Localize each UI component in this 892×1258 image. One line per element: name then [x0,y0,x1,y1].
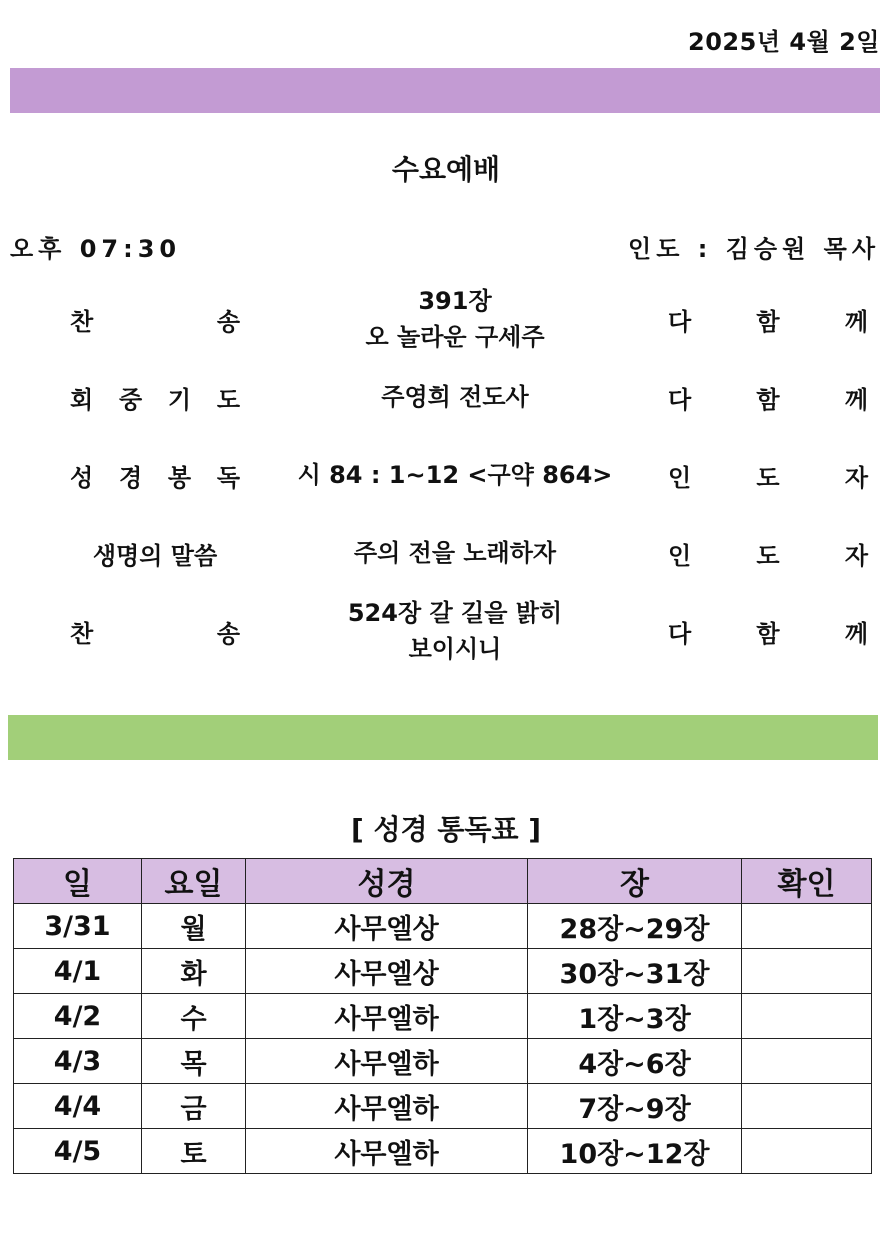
order-content-line: 주의 전을 노래하자 [353,539,557,567]
order-content-line: 391장 [418,287,492,315]
order-row [0,513,892,593]
table-header-row [14,859,872,904]
order-content [285,357,625,437]
order-content [285,513,625,593]
bible-plan-title: [ 성경 통독표 ] [350,813,542,846]
table-cell: 사무엘하 [246,994,528,1039]
table-cell: 4장~6장 [528,1039,742,1084]
table-cell: 월 [142,904,246,949]
table-header-cell: 장 [528,859,742,904]
order-content [285,591,625,671]
service-leader: 인도 : 김승원 목사 [628,235,880,263]
table-header-cell: 일 [14,859,142,904]
table-row [14,1129,872,1174]
table-cell: 4/5 [14,1129,142,1174]
table-row [14,994,872,1039]
bible-reading-table [13,858,872,1174]
order-content-line: 오 놀라운 구세주 [365,323,545,351]
top-color-bar [10,68,880,113]
check-cell[interactable] [742,1039,872,1084]
table-cell: 1장~3장 [528,994,742,1039]
table-cell: 4/1 [14,949,142,994]
order-content [285,435,625,515]
table-row [14,1039,872,1084]
order-row [0,279,892,359]
table-header-cell: 요일 [142,859,246,904]
table-cell: 금 [142,1084,246,1129]
table-cell: 30장~31장 [528,949,742,994]
check-cell[interactable] [742,1084,872,1129]
table-cell: 4/3 [14,1039,142,1084]
table-cell: 사무엘상 [246,904,528,949]
order-content-line: 주영희 전도사 [381,383,529,411]
order-content-line: 시 84 : 1~12 <구약 864> [297,461,613,489]
order-participant: 다 함 께 [668,385,868,414]
table-cell: 토 [142,1129,246,1174]
check-cell[interactable] [742,904,872,949]
table-header-cell: 확인 [742,859,872,904]
service-title: 수요예배 [391,153,501,186]
table-cell: 목 [142,1039,246,1084]
order-label: 생명의 말씀 [92,541,218,570]
order-participant: 인 도 자 [668,463,868,492]
order-label: 찬 송 [70,307,240,336]
check-cell[interactable] [742,994,872,1039]
table-cell: 7장~9장 [528,1084,742,1129]
table-cell: 사무엘하 [246,1129,528,1174]
divider-color-bar [8,715,878,760]
table-cell: 4/4 [14,1084,142,1129]
table-row [14,949,872,994]
order-participant: 다 함 께 [668,307,868,336]
order-label: 회 중 기 도 [70,385,240,414]
table-header-cell: 성경 [246,859,528,904]
table-cell: 3/31 [14,904,142,949]
check-cell[interactable] [742,1129,872,1174]
bulletin-date: 2025년 4월 2일 [688,28,880,56]
order-row [0,435,892,515]
service-time: 오후 07:30 [10,235,182,263]
table-cell: 10장~12장 [528,1129,742,1174]
order-content [285,279,625,359]
table-row [14,904,872,949]
order-label: 찬 송 [70,619,240,648]
order-row [0,591,892,671]
order-content-line: 524장 갈 길을 밝히 [347,599,563,627]
order-row [0,357,892,437]
table-cell: 수 [142,994,246,1039]
order-participant: 다 함 께 [668,619,868,648]
check-cell[interactable] [742,949,872,994]
table-cell: 사무엘하 [246,1084,528,1129]
table-cell: 화 [142,949,246,994]
table-cell: 사무엘하 [246,1039,528,1084]
order-label: 성 경 봉 독 [70,463,240,492]
table-cell: 28장~29장 [528,904,742,949]
table-cell: 4/2 [14,994,142,1039]
table-cell: 사무엘상 [246,949,528,994]
table-row [14,1084,872,1129]
order-participant: 인 도 자 [668,541,868,570]
order-content-line: 보이시니 [408,635,502,663]
